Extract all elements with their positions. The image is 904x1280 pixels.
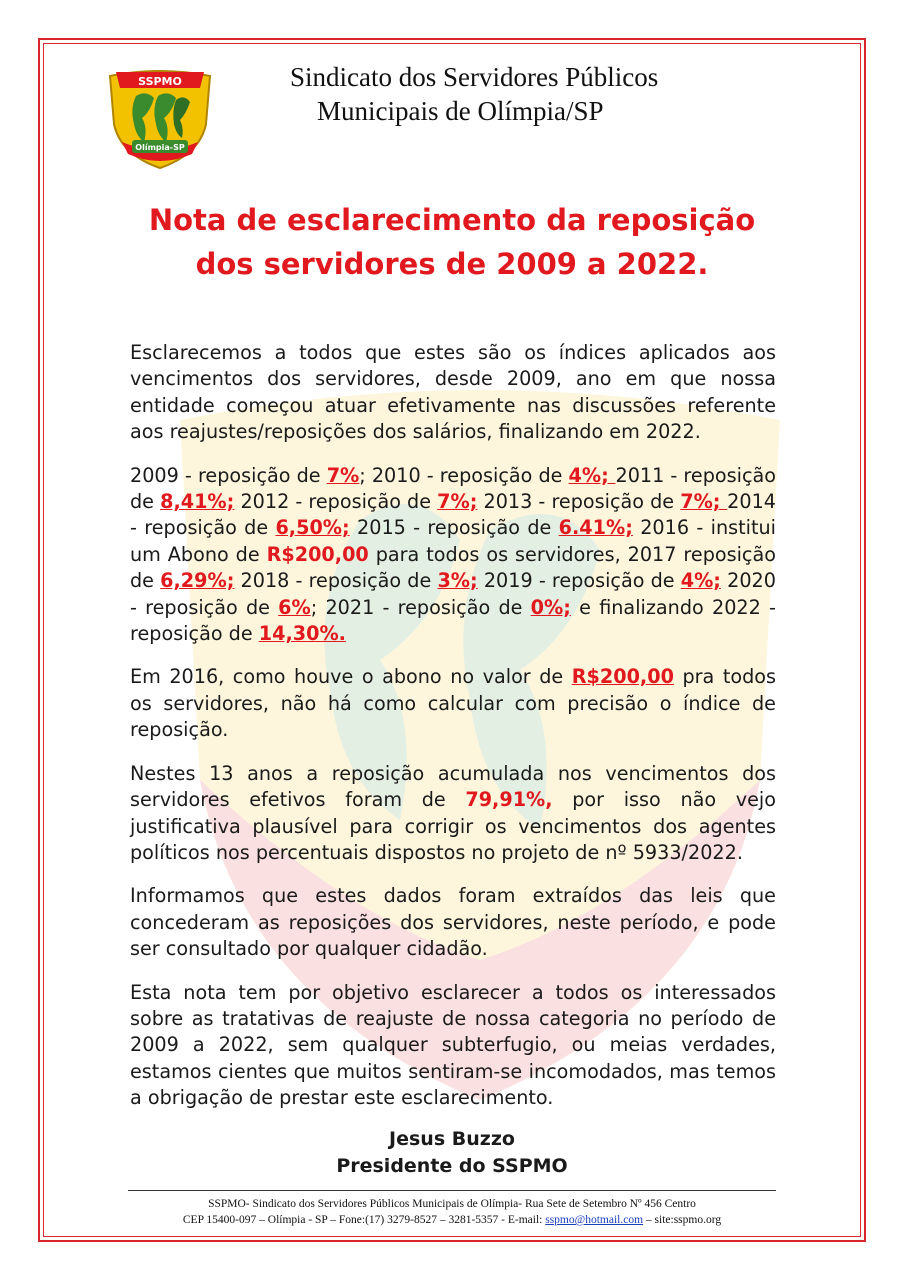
document-title (60, 198, 844, 286)
org-name-line2: Municipais de Olímpia/SP (317, 96, 604, 126)
logo-text-bottom: Olímpia-SP (135, 143, 185, 152)
index-2014: 6,50%; (275, 516, 350, 540)
footer-divider (128, 1190, 776, 1191)
index-2019: 4%; (680, 569, 721, 593)
paragraph-intro: Esclarecemos a todos que estes são os índices aplicados aos vencimentos dos servidores, desde 2009, ano em que nossa entidade começou atuar efetivamente nas discussões referente aos reajustes/reposições dos salários, finalizando em 2022. (130, 341, 776, 444)
organization-name (250, 60, 750, 128)
signature-role: Presidente do SSPMO (336, 1155, 568, 1177)
text-segment: 2020 - reposição de (130, 569, 776, 619)
text-segment: pra todos os servidores, não há como calcular com precisão o índice de reposição. (130, 665, 776, 742)
index-2013: 7%; (680, 490, 728, 514)
text-segment: 2014 - reposição de (130, 490, 776, 540)
title-line1: Nota de esclarecimento da reposição (148, 203, 756, 237)
text-segment: 2018 - reposição de (234, 569, 438, 593)
text-segment: para todos os servidores, 2017 reposição de (130, 542, 776, 593)
text-segment: e finalizando 2022 -reposição de (130, 595, 776, 646)
index-2017: 6,29%; (160, 569, 235, 593)
footer (80, 1196, 824, 1228)
paragraph-abono (130, 664, 776, 743)
text-segment: 2009 - reposição de (130, 463, 327, 487)
text-segment: 2016 - institui um Abono de (130, 516, 776, 566)
text-segment: Em 2016, como houve o abono no valor de (130, 665, 572, 689)
index-2012: 7%; (437, 490, 478, 514)
paragraph-accumulated (130, 761, 776, 867)
text-segment: ; 2010 - reposição de (359, 463, 569, 487)
abono-2016: R$200,00 (266, 542, 369, 566)
text-segment: 2011 - reposição de (130, 463, 777, 514)
text-segment: 2013 - reposição de (477, 490, 681, 514)
footer-line1: SSPMO- Sindicato dos Servidores Públicos Municipais de Olímpia- Rua Sete de Setembro Nº 456 Centro (208, 1198, 696, 1210)
signature-name: Jesus Buzzo (389, 1128, 515, 1150)
document-body (130, 340, 776, 1129)
index-2018: 3%; (437, 569, 478, 593)
footer-line2 (80, 1212, 824, 1228)
text-segment: 2019 - reposição de (477, 569, 681, 593)
paragraph-source: Informamos que estes dados foram extraídos das leis que concederam as reposições dos servidores, neste período, e pode ser consultado por qualquer cidadão. (130, 884, 776, 961)
index-2010: 4%; (568, 463, 616, 487)
abono-value: R$200,00 (571, 665, 674, 689)
text-segment: Nestes 13 anos a reposição acumulada nos vencimentos dos servidores efetivos foram de (130, 761, 776, 812)
paragraph-purpose: Esta nota tem por objetivo esclarecer a todos os interessados sobre as tratativas de reajuste de nossa categoria no período de 2009 a 2022, sem qualquer subterfugio, ou meias verdades, estamos cientes que muitos sentiram-se incomodados, mas temos a obrigação de prestar este esclarecimento. (130, 980, 776, 1110)
index-2021: 0%; (530, 595, 571, 619)
sspmo-logo (92, 66, 228, 170)
text-segment: 2012 - reposição de (234, 490, 438, 514)
footer-contact: CEP 15400-097 – Olímpia - SP – Fone:(17) 3279-8527 – 3281-5357 - E-mail: (182, 1214, 546, 1226)
org-name-line1: Sindicato dos Servidores Públicos (290, 62, 659, 92)
text-segment: ; 2021 - reposição de (310, 595, 531, 619)
index-2015: 6.41%; (558, 516, 633, 540)
accumulated-index: 79,91%, (465, 788, 553, 812)
index-2011: 8,41%; (160, 490, 235, 514)
title-line2: dos servidores de 2009 a 2022. (195, 247, 709, 281)
footer-site: – site:sspmo.org (643, 1214, 722, 1226)
index-2020: 6% (278, 595, 311, 619)
text-segment: por isso não vejo justificativa plausível para corrigir os vencimentos dos agentes políticos nos percentuais dispostos no projeto de nº 5933/2022. (130, 788, 776, 864)
paragraph-indices (130, 463, 776, 648)
index-2009: 7% (326, 463, 360, 487)
index-2022: 14,30%. (258, 622, 346, 646)
logo-text-top: SSPMO (138, 75, 182, 88)
email-link[interactable]: sspmo@hotmail.com (545, 1214, 644, 1226)
text-segment: 2015 - reposição de (349, 516, 559, 540)
signature-block (250, 1126, 654, 1180)
